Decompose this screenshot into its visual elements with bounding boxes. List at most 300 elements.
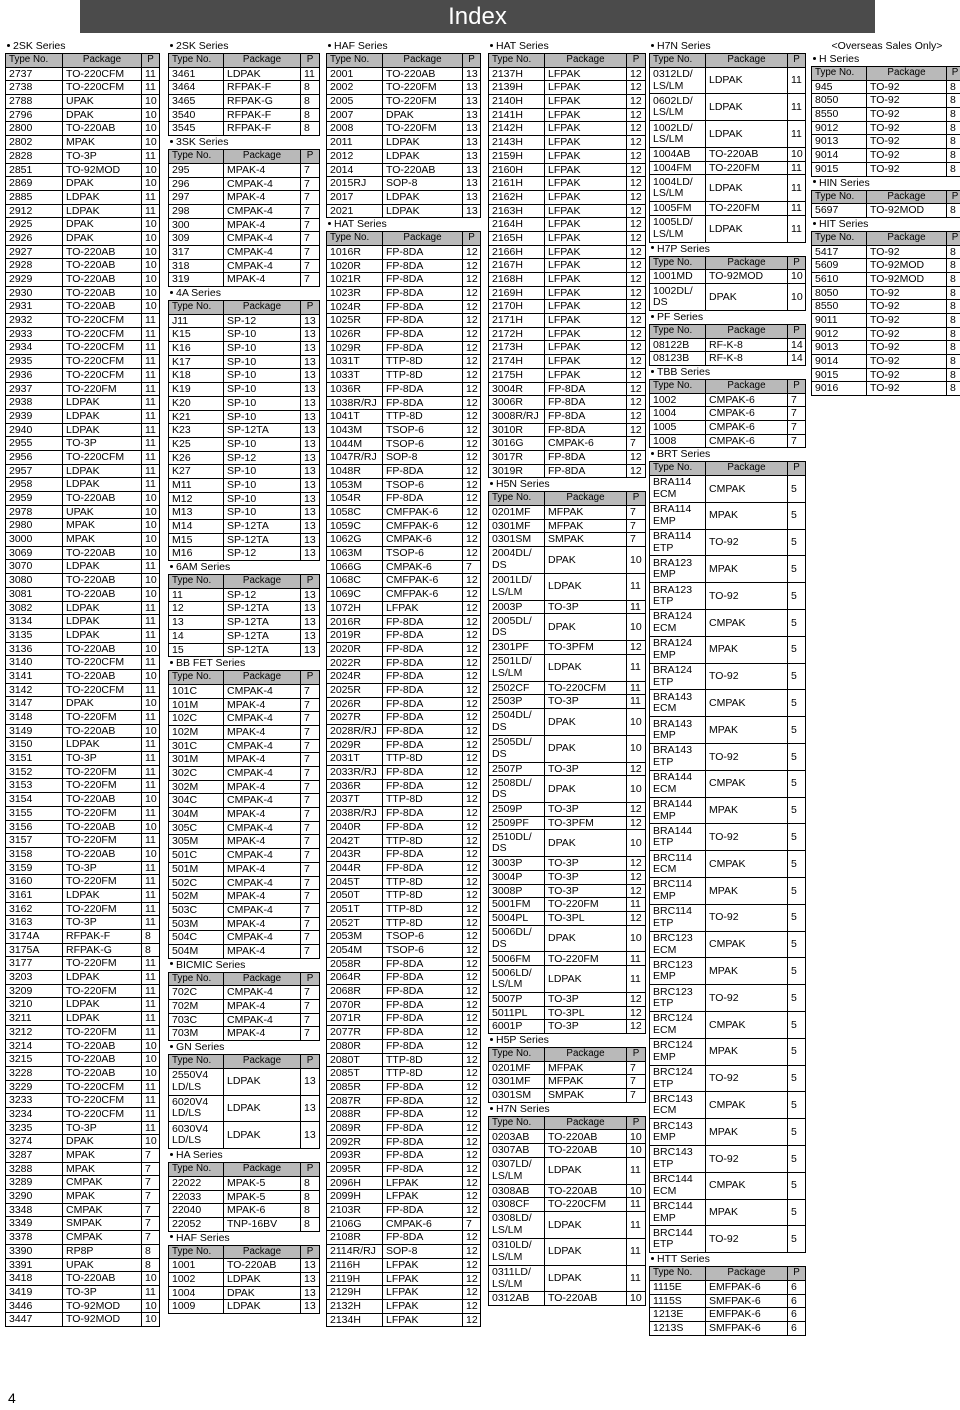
table-row xyxy=(169,1300,320,1314)
package-header: Package xyxy=(706,462,788,476)
bullet-icon xyxy=(170,1235,173,1238)
table-row xyxy=(650,985,806,1012)
type-no-cell: 2172H xyxy=(489,327,545,341)
table-row xyxy=(6,847,160,861)
table-row xyxy=(812,368,960,382)
series-name: BB FET Series xyxy=(176,657,246,670)
type-no-cell: 2088R xyxy=(327,1108,383,1122)
package-cell: FP-8DA xyxy=(383,971,463,985)
table-row xyxy=(169,698,320,712)
series-table xyxy=(649,379,806,448)
type-no-cell: 2099H xyxy=(327,1190,383,1204)
type-no-cell: 3006R xyxy=(489,396,545,410)
package-header: Package xyxy=(224,1163,301,1177)
package-cell: MPAK xyxy=(706,636,788,663)
type-no-cell: 1008 xyxy=(650,434,706,448)
package-header: Package xyxy=(224,54,301,68)
p-header: P xyxy=(947,231,960,245)
package-cell: CMPAK-4 xyxy=(224,684,301,698)
p-cell: 12 xyxy=(627,382,646,396)
table-row xyxy=(169,355,320,369)
table-row xyxy=(327,1176,481,1190)
type-no-cell: 0311LD/ LS/LM xyxy=(489,1265,545,1292)
package-header: Package xyxy=(706,54,788,68)
p-cell: 12 xyxy=(463,382,481,396)
type-no-cell: K18 xyxy=(169,369,224,383)
table-row xyxy=(327,574,481,588)
package-cell: TTP-8D xyxy=(383,355,463,369)
p-cell: 11 xyxy=(142,464,160,478)
table-row xyxy=(6,327,160,341)
p-cell: 7 xyxy=(301,753,320,767)
table-row xyxy=(169,478,320,492)
type-no-cell: 101M xyxy=(169,698,224,712)
p-cell: 8 xyxy=(947,341,960,355)
type-no-cell: 9016 xyxy=(812,382,867,396)
type-no-cell: 101C xyxy=(169,684,224,698)
p-cell: 12 xyxy=(463,1026,481,1040)
package-cell: CMPAK-4 xyxy=(224,903,301,917)
table-row xyxy=(169,944,320,958)
type-no-cell: 1004FM xyxy=(650,161,706,175)
package-cell: CMPAK xyxy=(706,851,788,878)
type-no-cell: 3008P xyxy=(489,884,545,898)
bullet-icon xyxy=(813,57,816,60)
package-cell: TO-3PL xyxy=(545,912,627,926)
table-row xyxy=(6,683,160,697)
type-no-cell: 2025R xyxy=(327,683,383,697)
package-cell: TO-3P xyxy=(545,1020,627,1034)
series-table xyxy=(811,66,960,177)
type-no-cell: 2053M xyxy=(327,930,383,944)
p-cell: 6 xyxy=(788,1321,806,1335)
type-no-cell: 5004PL xyxy=(489,912,545,926)
table-row xyxy=(169,81,320,95)
p-cell: 12 xyxy=(627,286,646,300)
type-no-cell: 1016R xyxy=(327,245,383,259)
table-row xyxy=(6,231,160,245)
series-name: GN Series xyxy=(176,1041,225,1054)
type-no-cell: 0308AB xyxy=(489,1184,545,1198)
p-cell: 10 xyxy=(142,642,160,656)
p-cell: 8 xyxy=(301,95,320,109)
table-row xyxy=(169,629,320,643)
table-row xyxy=(489,67,646,81)
p-cell: 12 xyxy=(463,355,481,369)
type-no-cell: 2050T xyxy=(327,889,383,903)
p-cell: 13 xyxy=(301,1286,320,1300)
table-row xyxy=(650,421,806,435)
p-cell: 12 xyxy=(463,848,481,862)
package-cell: TO-220FM xyxy=(63,382,142,396)
package-cell: MPAK xyxy=(706,556,788,583)
type-no-cell: 2738 xyxy=(6,81,63,95)
type-header: Type No. xyxy=(489,54,545,68)
type-no-cell: 5001FM xyxy=(489,898,545,912)
table-row xyxy=(6,1176,160,1190)
type-no-cell: 2160H xyxy=(489,163,545,177)
p-cell: 10 xyxy=(627,1130,646,1144)
package-cell: CMPAK-6 xyxy=(706,393,788,407)
table-row xyxy=(6,355,160,369)
table-row xyxy=(650,284,806,311)
package-cell: SP-10 xyxy=(224,383,301,397)
package-header: Package xyxy=(224,972,301,986)
series-title xyxy=(168,1232,319,1245)
type-no-cell: 2505DL/ DS xyxy=(489,735,545,762)
table-row xyxy=(650,121,806,148)
type-no-cell: 2029R xyxy=(327,738,383,752)
series-name: H5P Series xyxy=(496,1034,549,1047)
package-cell: RF-K-8 xyxy=(706,338,788,352)
table-row xyxy=(327,697,481,711)
p-cell: 13 xyxy=(301,533,320,547)
bullet-icon xyxy=(170,1045,173,1048)
type-no-cell: 2103R xyxy=(327,1204,383,1218)
p-cell: 11 xyxy=(142,450,160,464)
package-cell: LDPAK xyxy=(383,204,463,218)
package-cell: MPAK xyxy=(706,1038,788,1065)
table-row xyxy=(327,615,481,629)
type-header: Type No. xyxy=(169,671,224,685)
table-row xyxy=(169,465,320,479)
table-row xyxy=(169,684,320,698)
p-cell: 10 xyxy=(142,724,160,738)
table-row xyxy=(327,423,481,437)
series-title xyxy=(326,40,480,53)
package-cell: CMPAK-6 xyxy=(706,434,788,448)
package-cell: SMPAK xyxy=(63,1217,142,1231)
package-cell: TO-3P xyxy=(545,870,627,884)
p-cell: 12 xyxy=(627,149,646,163)
p-cell: 13 xyxy=(463,163,481,177)
table-row xyxy=(489,314,646,328)
series-title xyxy=(488,1103,645,1116)
type-no-cell: 3228 xyxy=(6,1066,63,1080)
p-cell: 12 xyxy=(463,1067,481,1081)
package-cell: DPAK xyxy=(706,284,788,311)
p-header: P xyxy=(788,379,806,393)
package-cell: TO-92MOD xyxy=(706,270,788,284)
p-cell: 13 xyxy=(301,1095,320,1122)
table-row xyxy=(327,1217,481,1231)
series-name: H Series xyxy=(819,53,860,65)
p-cell: 7 xyxy=(627,519,646,533)
table-row xyxy=(327,328,481,342)
package-cell: TTP-8D xyxy=(383,369,463,383)
package-cell: FP-8DA xyxy=(383,273,463,287)
p-cell: 10 xyxy=(142,533,160,547)
type-no-cell: BRC124 ETP xyxy=(650,1065,706,1092)
table-row xyxy=(489,437,646,451)
type-no-cell: 0307LD/ LS/LM xyxy=(489,1157,545,1184)
p-cell: 7 xyxy=(142,1190,160,1204)
type-no-cell: BRC144 ETP xyxy=(650,1226,706,1253)
table-row xyxy=(327,944,481,958)
package-cell: LFPAK xyxy=(545,177,627,191)
table-row xyxy=(489,341,646,355)
table-row xyxy=(6,1094,160,1108)
type-no-cell: 504C xyxy=(169,931,224,945)
series-name: 2SK Series xyxy=(13,40,66,52)
type-no-cell: 6030V4 LD/LS xyxy=(169,1122,224,1149)
package-cell: TO-220AB xyxy=(545,1184,627,1198)
type-no-cell: 296 xyxy=(169,177,224,191)
p-cell: 12 xyxy=(463,437,481,451)
type-no-cell: 5006DL/ DS xyxy=(489,925,545,952)
type-no-cell: 22052 xyxy=(169,1217,224,1231)
p-cell: 10 xyxy=(627,925,646,952)
type-no-cell: BRC114 ECM xyxy=(650,851,706,878)
package-cell: MFPAK xyxy=(545,1061,627,1075)
index-header-bar xyxy=(80,0,875,33)
table-row xyxy=(169,1000,320,1014)
package-cell: FP-8DA xyxy=(383,328,463,342)
table-row xyxy=(169,1217,320,1231)
table-row xyxy=(327,629,481,643)
package-cell: TO-92 xyxy=(706,904,788,931)
series-table xyxy=(168,972,320,1041)
p-cell: 12 xyxy=(463,957,481,971)
table-row xyxy=(327,314,481,328)
series-name: 6AM Series xyxy=(176,561,231,574)
type-no-cell: 3540 xyxy=(169,108,224,122)
type-header: Type No. xyxy=(327,54,383,68)
p-cell: 8 xyxy=(947,121,960,135)
type-no-cell: 1004AB xyxy=(650,148,706,162)
table-row xyxy=(650,1226,806,1253)
bullet-icon xyxy=(651,1257,654,1260)
package-cell: CMPAK xyxy=(63,1231,142,1245)
table-row xyxy=(327,998,481,1012)
type-no-cell: 3209 xyxy=(6,984,63,998)
package-cell: LDPAK xyxy=(63,478,142,492)
package-cell: FP-8DA xyxy=(383,396,463,410)
type-no-cell: 1059C xyxy=(327,519,383,533)
series-name: HIN Series xyxy=(819,176,870,189)
series-title xyxy=(649,40,805,53)
series-name: 4A Series xyxy=(176,287,221,299)
p-cell: 10 xyxy=(627,547,646,574)
p-cell: 11 xyxy=(142,957,160,971)
table-row xyxy=(6,546,160,560)
type-no-cell: 2077R xyxy=(327,1026,383,1040)
type-no-cell: 2171H xyxy=(489,314,545,328)
type-no-cell: 3147 xyxy=(6,697,63,711)
type-no-cell: 3148 xyxy=(6,711,63,725)
package-cell: LFPAK xyxy=(545,136,627,150)
table-row xyxy=(489,614,646,641)
table-row xyxy=(327,766,481,780)
p-cell: 8 xyxy=(947,259,960,273)
series-table xyxy=(5,53,160,1327)
p-cell: 7 xyxy=(301,739,320,753)
p-cell: 8 xyxy=(142,943,160,957)
table-row xyxy=(489,600,646,614)
table-row xyxy=(6,861,160,875)
type-no-cell: 1009 xyxy=(169,1300,224,1314)
p-cell: 10 xyxy=(788,148,806,162)
package-cell: TO-92 xyxy=(867,286,947,300)
table-row xyxy=(489,816,646,830)
type-no-cell: 2800 xyxy=(6,122,63,136)
series-name: HTT Series xyxy=(657,1253,710,1266)
package-cell: LDPAK xyxy=(63,1012,142,1026)
table-row xyxy=(327,1053,481,1067)
table-row xyxy=(489,286,646,300)
type-no-cell: 2166H xyxy=(489,245,545,259)
type-no-cell: 319 xyxy=(169,273,224,287)
table-row xyxy=(327,1121,481,1135)
bullet-icon xyxy=(651,370,654,373)
p-cell: 11 xyxy=(788,67,806,94)
type-no-cell: 3391 xyxy=(6,1258,63,1272)
p-cell: 12 xyxy=(463,588,481,602)
p-cell: 5 xyxy=(788,1199,806,1226)
table-row xyxy=(489,382,646,396)
table-row xyxy=(327,506,481,520)
p-cell: 12 xyxy=(463,1163,481,1177)
p-cell: 7 xyxy=(301,163,320,177)
package-cell: TNP-16BV xyxy=(224,1217,301,1231)
package-cell: CMPAK xyxy=(706,1012,788,1039)
type-no-cell: 2508DL/ DS xyxy=(489,776,545,803)
p-cell: 13 xyxy=(301,437,320,451)
type-no-cell: 2936 xyxy=(6,368,63,382)
package-cell: TO-220AB xyxy=(63,492,142,506)
table-row xyxy=(489,81,646,95)
p-cell: 7 xyxy=(301,780,320,794)
package-cell: TO-220AB xyxy=(63,793,142,807)
type-no-cell: 304M xyxy=(169,808,224,822)
type-no-cell: 3140 xyxy=(6,656,63,670)
type-no-cell: 3017R xyxy=(489,450,545,464)
package-cell: SP-12TA xyxy=(224,629,301,643)
package-cell: DPAK xyxy=(63,697,142,711)
p-cell: 13 xyxy=(301,396,320,410)
p-cell: 12 xyxy=(463,410,481,424)
table-row xyxy=(6,697,160,711)
type-no-cell: 2005 xyxy=(327,95,383,109)
package-header: Package xyxy=(706,324,788,338)
type-no-cell: 1115E xyxy=(650,1280,706,1294)
table-header-row xyxy=(489,1048,646,1062)
p-cell: 11 xyxy=(142,341,160,355)
type-no-cell: 2080T xyxy=(327,1053,383,1067)
type-no-cell: 2040R xyxy=(327,820,383,834)
p-cell: 12 xyxy=(627,464,646,478)
p-cell: 10 xyxy=(142,1299,160,1313)
series-table xyxy=(649,461,806,1253)
table-row xyxy=(169,424,320,438)
p-cell: 5 xyxy=(788,878,806,905)
table-row xyxy=(327,396,481,410)
package-cell: CMPAK-4 xyxy=(224,245,301,259)
package-cell: TO-220AB xyxy=(63,122,142,136)
p-cell: 12 xyxy=(463,807,481,821)
package-cell: LFPAK xyxy=(545,341,627,355)
type-header: Type No. xyxy=(489,1048,545,1062)
package-cell: LFPAK xyxy=(545,204,627,218)
table-row xyxy=(169,1176,320,1190)
table-row xyxy=(327,245,481,259)
p-header: P xyxy=(788,1267,806,1281)
table-row xyxy=(169,903,320,917)
table-row xyxy=(327,273,481,287)
package-header: Package xyxy=(224,575,301,589)
package-cell: FP-8DA xyxy=(383,656,463,670)
package-cell: TO-220AB xyxy=(63,300,142,314)
package-cell: RFPAK-F xyxy=(224,81,301,95)
type-no-cell: 3290 xyxy=(6,1190,63,1204)
p-cell: 7 xyxy=(301,876,320,890)
type-no-cell: 2174H xyxy=(489,355,545,369)
type-no-cell: 3446 xyxy=(6,1299,63,1313)
p-cell: 12 xyxy=(463,752,481,766)
bullet-icon xyxy=(170,1153,173,1156)
package-cell: CMFPAK-6 xyxy=(383,574,463,588)
package-cell: LFPAK xyxy=(545,95,627,109)
package-cell: FP-8DA xyxy=(545,423,627,437)
table-row xyxy=(650,1321,806,1335)
type-no-cell: 1054R xyxy=(327,492,383,506)
table-row xyxy=(650,1146,806,1173)
p-header: P xyxy=(301,301,320,315)
package-cell: EMFPAK-6 xyxy=(706,1308,788,1322)
series-title xyxy=(168,959,319,972)
package-cell: LFPAK xyxy=(545,108,627,122)
series-name: HAF Series xyxy=(176,1231,230,1244)
table-row xyxy=(6,930,160,944)
p-header: P xyxy=(788,256,806,270)
bullet-icon xyxy=(328,222,331,225)
package-cell: SP-12 xyxy=(224,451,301,465)
type-no-cell: 2939 xyxy=(6,409,63,423)
p-cell: 11 xyxy=(142,382,160,396)
type-no-cell: 2550V4 LD/LS xyxy=(169,1068,224,1095)
type-no-cell: 1063M xyxy=(327,547,383,561)
p-cell: 12 xyxy=(463,1080,481,1094)
type-header: Type No. xyxy=(169,1163,224,1177)
type-no-cell: 1213S xyxy=(650,1321,706,1335)
type-no-cell: 2064R xyxy=(327,971,383,985)
table-row xyxy=(6,628,160,642)
table-row xyxy=(650,1065,806,1092)
p-cell: 12 xyxy=(463,1272,481,1286)
p-cell: 12 xyxy=(463,1012,481,1026)
table-row xyxy=(489,573,646,600)
table-row xyxy=(650,1172,806,1199)
table-row xyxy=(6,1272,160,1286)
package-cell: MPAK-6 xyxy=(224,1204,301,1218)
type-no-cell: 3003P xyxy=(489,857,545,871)
type-no-cell: BRC144 ECM xyxy=(650,1172,706,1199)
table-row xyxy=(489,912,646,926)
type-no-cell: 22040 xyxy=(169,1204,224,1218)
table-row xyxy=(650,1092,806,1119)
table-row xyxy=(489,190,646,204)
type-no-cell: 2143H xyxy=(489,136,545,150)
package-cell: CMPAK xyxy=(706,690,788,717)
p-cell: 10 xyxy=(142,492,160,506)
type-no-cell: 0203AB xyxy=(489,1130,545,1144)
table-row xyxy=(327,779,481,793)
table-header-row xyxy=(327,54,481,68)
series-title xyxy=(811,218,960,231)
package-cell: LFPAK xyxy=(383,1272,463,1286)
p-cell: 11 xyxy=(788,161,806,175)
type-no-cell: 9013 xyxy=(812,341,867,355)
